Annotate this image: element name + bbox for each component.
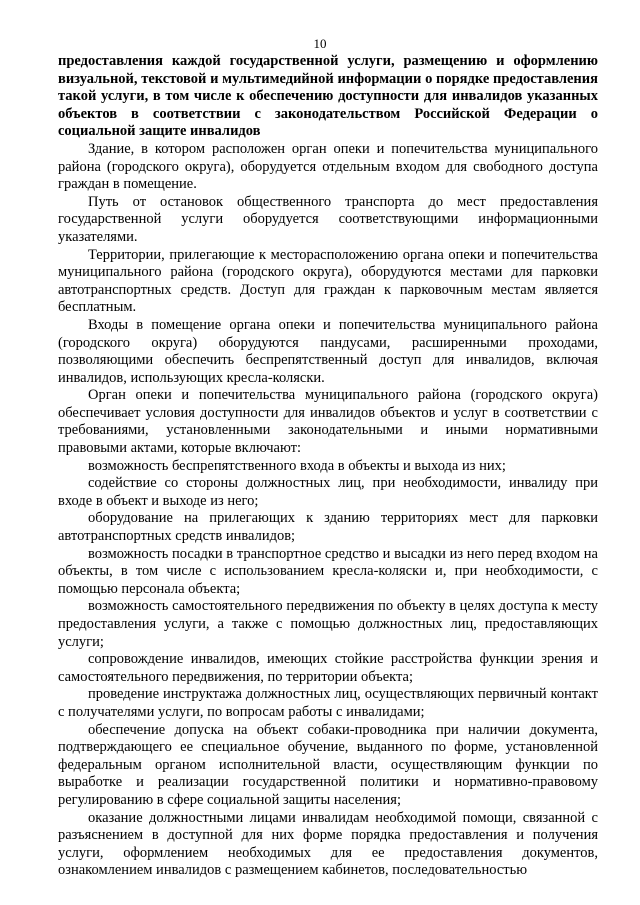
list-item-guide-dog: обеспечение допуска на объект собаки-проводника при наличии документа, подтверждающего ее специальное обучение, выданного по форме, установленной федеральным органом исполнительной власти, осуществляющим функции по выработке и реализации государственной политики и нормативно-правовому регулированию в сфере социальной защиты населения; [58,721,598,808]
paragraph-transport-signs: Путь от остановок общественного транспорта до мест предоставления государственной услуги оборудуется соответствующими информационными указателями. [58,193,598,245]
paragraph-parking: Территории, прилегающие к месторасположению органа опеки и попечительства муниципального района (городского округа), оборудуются местами для парковки автотранспортных средств. Доступ для граждан к парковочным местам является бесплатным. [58,246,598,316]
list-item-staff-assistance: содействие со стороны должностных лиц, при необходимости, инвалиду при входе в объект и выходе из него; [58,475,598,509]
list-item-independent-movement: возможность самостоятельного передвижения по объекту в целях доступа к месту предоставления услуги, а также с помощью должностных лиц, предоставляющих услуги; [58,598,598,650]
list-item-staff-help: оказание должностными лицами инвалидам необходимой помощи, связанной с разъяснением в доступной для них форме порядка предоставления и получения услуги, оформлением необходимых для ее предоставления документов, ознакомлением инвалидов с размещением кабинетов, последовательностью [58,809,598,879]
list-item-staff-briefing: проведение инструктажа должностных лиц, осуществляющих первичный контакт с получателями услуги, по вопросам работы с инвалидами; [58,686,598,720]
list-item-disabled-parking: оборудование на прилегающих к зданию территориях мест для парковки автотранспортных средств инвалидов; [58,510,598,545]
list-item-entry-exit: возможность беспрепятственного входа в объекты и выхода из них; [88,457,506,474]
list-item-escort: сопровождение инвалидов, имеющих стойкие расстройства функции зрения и самостоятельного передвижения, по территории объекта; [58,651,598,685]
document-body [58,53,598,880]
paragraph-building-entrance: Здание, в котором расположен орган опеки и попечительства муниципального района (городского округа), оборудуется отдельным входом для свободного доступа граждан в помещение. [58,140,598,193]
page-number: 10 [313,36,327,51]
paragraph-ramps: Входы в помещение органа опеки и попечительства муниципального района (городского округа) оборудуются пандусами, расширенными проходами, позволяющими обеспечить беспрепятственный доступ для инвалидов, включая инвалидов, использующих кресла-коляски. [58,316,598,386]
section-heading: предоставления каждой государственной услуги, размещению и оформлению визуальной, текстовой и мультимедийной информации о порядке предоставления такой услуги, в том числе к обеспечению доступности для инвалидов указанных объектов в соответствии с законодательством Российской Федерации о социальной защите инвалидов [58,53,598,140]
paragraph-accessibility-conditions: Орган опеки и попечительства муниципального района (городского округа) обеспечивает условия доступности для инвалидов объектов и услуг в соответствии с требованиями, установленными законодательными и иными нормативными правовыми актами, которые включают: [58,387,598,457]
list-item-vehicle-boarding: возможность посадки в транспортное средство и высадки из него перед входом на объекты, в том числе с использованием кресла-коляски и, при необходимости, с помощью персонала объекта; [58,545,598,597]
